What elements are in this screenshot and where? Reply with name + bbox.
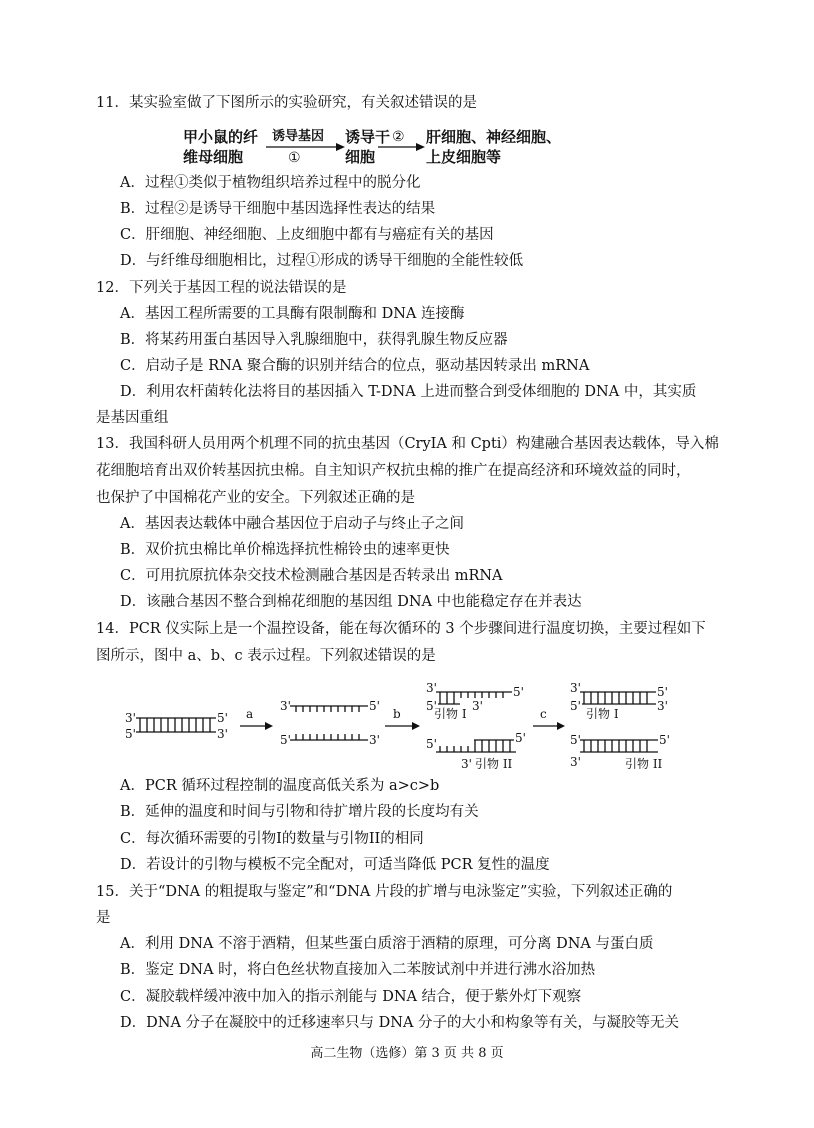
q13-option-a: A．基因表达载体中融合基因位于启动子与终止子之间	[120, 516, 464, 532]
q14-stem-line1: 14．PCR 仪实际上是一个温控设备，能在每次循环的 3 个步骤间进行温度切换，主要过程如下	[96, 621, 706, 637]
q11-mid-line1: 诱导干	[345, 128, 391, 146]
pcr-diagram	[120, 676, 690, 776]
q15-stem-line2: 是	[96, 910, 111, 926]
q13-stem-line3: 也保护了中国棉花产业的安全。下列叙述正确的是	[96, 490, 415, 506]
q14-option-c: C．每次循环需要的引物I的数量与引物II的相同	[120, 831, 424, 847]
q13-option-d: D．该融合基因不整合到棉花细胞的基因组 DNA 中也能稳定存在并表达	[120, 594, 582, 610]
s3-top-right-end: 5'	[657, 685, 668, 699]
q11-arrow2-number: ②	[392, 129, 405, 145]
s3-primer2-5end: 5'	[659, 733, 670, 747]
q12-option-b: B．将某药用蛋白基因导入乳腺细胞中，获得乳腺生物反应器	[120, 332, 508, 348]
step-a-label: a	[246, 707, 254, 721]
q14-option-b: B．延伸的温度和时间与引物和待扩增片段的长度均有关	[120, 804, 479, 820]
s0-left-bottom-end: 5'	[125, 727, 136, 741]
s2-primer1-5end: 5'	[426, 699, 437, 713]
q12-option-d-continued: 是基因重组	[96, 410, 169, 426]
s0-left-top-end: 3'	[125, 711, 136, 725]
q12-option-c: C．启动子是 RNA 聚合酶的识别并结合的位点，驱动基因转录出 mRNA	[120, 358, 590, 374]
q13-stem-line1: 13．我国科研人员用两个机理不同的抗虫基因（CryIA 和 Cpti）构建融合基因表达载体，导入棉	[96, 436, 719, 452]
q12-option-a: A．基因工程所需要的工具酶有限制酶和 DNA 连接酶	[120, 306, 465, 322]
q14-stem-line2: 图所示，图中 a、b、c 表示过程。下列叙述错误的是	[96, 648, 436, 664]
q14-option-a: A．PCR 循环过程控制的温度高低关系为 a>c>b	[120, 778, 440, 794]
s1-top-right-end: 5'	[369, 699, 380, 713]
s2-primer2-label: 引物 II	[475, 757, 513, 771]
q11-mid-line2: 细胞	[345, 148, 376, 166]
q11-source-line1: 甲小鼠的纤	[183, 128, 259, 146]
step-c-label: c	[540, 707, 547, 721]
q14-option-d: D．若设计的引物与模板不完全配对，可适当降低 PCR 复性的温度	[120, 857, 550, 873]
q15-option-d: D．DNA 分子在凝胶中的迁移速率只与 DNA 分子的大小和构象等有关，与凝胶等无关	[120, 1015, 680, 1031]
q11-option-c: C．肝细胞、神经细胞、上皮细胞中都有与癌症有关的基因	[120, 227, 494, 243]
s2-top-right-end: 5'	[513, 685, 524, 699]
s3-bottom-left-end: 5'	[570, 733, 581, 747]
s3-primer2-label: 引物 II	[625, 757, 663, 771]
q11-arrow2	[378, 142, 426, 152]
q11-target-line2: 上皮细胞等	[426, 148, 502, 166]
step-b-label: b	[393, 707, 401, 721]
q15-option-a: A．利用 DNA 不溶于酒精，但某些蛋白质溶于酒精的原理，可分离 DNA 与蛋白质	[120, 936, 654, 952]
s3-primer2-3end: 3'	[570, 755, 581, 769]
s2-top-left-end: 3'	[426, 681, 437, 695]
s3-primer1-5end: 5'	[570, 699, 581, 713]
q15-stem-line1: 15．关于“DNA 的粗提取与鉴定”和“DNA 片段的扩增与电泳鉴定”实验，下列叙述正确的	[96, 884, 673, 900]
s3-primer1-label: 引物 I	[586, 707, 619, 721]
q15-option-c: C．凝胶载样缓冲液中加入的指示剂能与 DNA 结合，便于紫外灯下观察	[120, 989, 582, 1005]
s2-bottom-left-end: 5'	[426, 737, 437, 751]
q13-stem-line2: 花细胞培育出双价转基因抗虫棉。自主知识产权抗虫棉的推广在提高经济和环境效益的同时，	[96, 463, 691, 479]
q11-arrow1-number: ①	[288, 150, 301, 166]
q11-arrow1-label: 诱导基因	[272, 129, 325, 144]
s3-primer1-3end: 3'	[657, 699, 668, 713]
q11-stem: 11．某实验室做了下图所示的实验研究，有关叙述错误的是	[96, 95, 477, 111]
s1-top-left-end: 3'	[280, 699, 291, 713]
q11-option-a: A．过程①类似于植物组织培养过程中的脱分化	[120, 175, 421, 191]
s2-primer2-3end: 3'	[461, 757, 472, 771]
page-footer: 高二生物（选修）第 3 页 共 8 页	[310, 1046, 504, 1061]
q11-option-b: B．过程②是诱导干细胞中基因选择性表达的结果	[120, 201, 436, 217]
q15-option-b: B．鉴定 DNA 时，将白色丝状物直接加入二苯胺试剂中并进行沸水浴加热	[120, 962, 596, 978]
q11-source-line2: 维母细胞	[183, 148, 244, 166]
q11-arrow1	[266, 142, 346, 152]
s1-bottom-left-end: 5'	[280, 733, 291, 747]
q12-stem: 12．下列关于基因工程的说法错误的是	[96, 280, 347, 296]
q13-option-c: C．可用抗原抗体杂交技术检测融合基因是否转录出 mRNA	[120, 568, 503, 584]
q11-target-line1: 肝细胞、神经细胞、	[426, 128, 562, 146]
q13-option-b: B．双价抗虫棉比单价棉选择抗性棉铃虫的速率更快	[120, 542, 450, 558]
s0-right-top-end: 5'	[217, 711, 228, 725]
s0-right-bottom-end: 3'	[217, 727, 228, 741]
s2-primer1-3end: 3'	[472, 699, 483, 713]
s1-bottom-right-end: 3'	[369, 733, 380, 747]
s3-top-left-end: 3'	[570, 681, 581, 695]
q11-option-d: D．与纤维母细胞相比，过程①形成的诱导干细胞的全能性较低	[120, 253, 524, 269]
s2-primer2-5end: 5'	[515, 731, 526, 745]
s2-primer1-label: 引物 I	[434, 707, 467, 721]
q12-option-d: D．利用农杆菌转化法将目的基因插入 T-DNA 上进而整合到受体细胞的 DNA 中，其实质	[120, 384, 697, 400]
